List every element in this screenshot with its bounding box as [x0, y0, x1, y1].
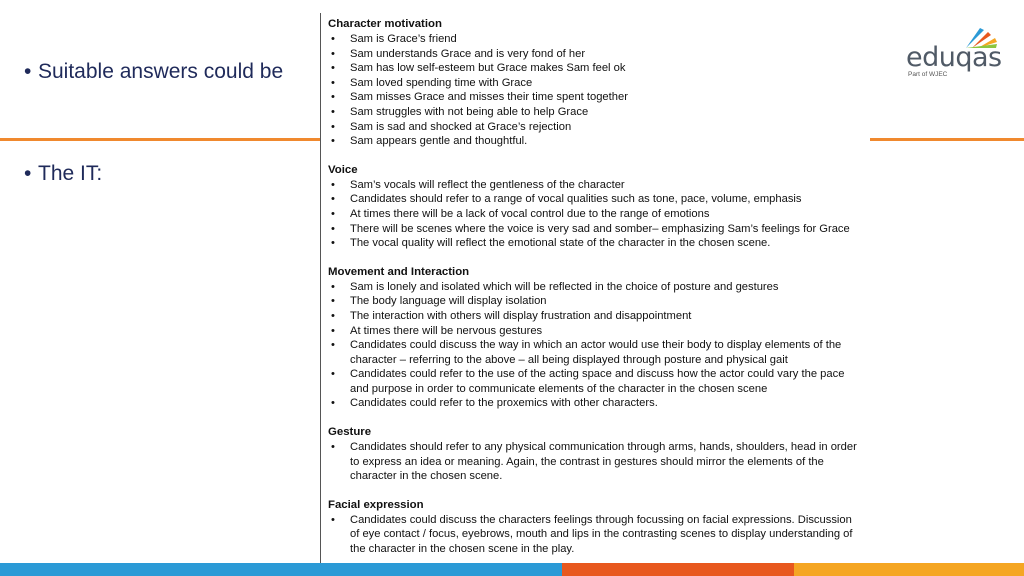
orange-divider-left: [0, 138, 320, 141]
list-item: • Sam’s vocals will reflect the gentleness of the character: [328, 178, 864, 193]
list-item: • Sam has low self-esteem but Grace makes Sam feel ok: [328, 61, 864, 76]
section-heading: Character motivation: [328, 18, 442, 30]
section-heading: Gesture: [328, 426, 372, 439]
logo-tagline: Part of WJEC: [908, 71, 948, 78]
orange-divider-right: [870, 138, 1024, 141]
list-item: • Candidates should refer to any physical communication through arms, hands, shoulders, head in order to express an idea or meaning. Again, the contrast in gestures should mirror the elements of the character in the chosen scene.: [328, 440, 864, 484]
list-item: • Candidates could refer to the use of the acting space and discuss how the actor could vary the pace and purpose in order to communicate elements of the character in the chosen scene: [328, 367, 864, 396]
section-voice: [328, 163, 864, 251]
list-item: • At times there will be a lack of vocal control due to the range of emotions: [328, 207, 864, 222]
list-item: • Sam struggles with not being able to help Grace: [328, 105, 864, 120]
list-item: • Sam understands Grace and is very fond of her: [328, 47, 864, 62]
slide-bullet: [24, 60, 283, 84]
eduqas-logo: [904, 26, 1004, 82]
mark-scheme-document: [320, 13, 870, 563]
list-item: • Candidates could refer to the proxemics with other characters.: [328, 396, 864, 411]
bullet-icon: •: [24, 60, 32, 83]
list-item: • Sam is Grace’s friend: [328, 32, 864, 47]
list-item: • At times there will be nervous gestures: [328, 324, 864, 339]
list-item: • Candidates should refer to a range of vocal qualities such as tone, pace, volume, emphasis: [328, 192, 864, 207]
list-item: • The interaction with others will display frustration and disappointment: [328, 309, 864, 324]
section-facial-expression: [328, 498, 864, 557]
section-heading: Facial expression: [328, 498, 424, 511]
section-gesture: [328, 425, 864, 484]
list-item: • Sam loved spending time with Grace: [328, 76, 864, 91]
list-item: • The body language will display isolation: [328, 294, 864, 309]
list-item: • There will be scenes where the voice is very sad and somber– emphasizing Sam’s feelings for Grace: [328, 222, 864, 237]
section-heading: Movement and Interaction: [328, 265, 470, 278]
footer-bar-blue: [0, 563, 562, 576]
footer-bar-orange: [562, 563, 794, 576]
list-item: • The vocal quality will reflect the emotional state of the character in the chosen scene.: [328, 236, 864, 251]
list-item: • Candidates could discuss the way in which an actor would use their body to display elements of the character – referring to the above – all being displayed through posture and physical gait: [328, 338, 864, 367]
section-movement-interaction: [328, 265, 864, 411]
slide-bullet: [24, 162, 102, 186]
bullet-icon: •: [24, 162, 32, 185]
section-character-motivation: [328, 17, 864, 149]
logo-wordmark: eduqas: [906, 42, 1002, 73]
section-heading: Voice: [328, 163, 358, 176]
list-item: • Sam misses Grace and misses their time spent together: [328, 90, 864, 105]
footer-bar-yellow: [794, 563, 1024, 576]
list-item: • Sam is sad and shocked at Grace’s rejection: [328, 120, 864, 135]
slide-bullet-text: The IT:: [38, 162, 103, 185]
list-item: • Sam appears gentle and thoughtful.: [328, 134, 864, 149]
footer-color-bar: [0, 563, 1024, 576]
list-item: • Sam is lonely and isolated which will be reflected in the choice of posture and gestures: [328, 280, 864, 295]
list-item: • Candidates could discuss the characters feelings through focussing on facial expressions. Discussion of eye contact / focus, eyebrows, mouth and lips in the contrasting scenes to display understanding of the character in the chosen scene in the play.: [328, 513, 864, 557]
slide-bullet-text: Suitable answers could be: [38, 60, 284, 83]
